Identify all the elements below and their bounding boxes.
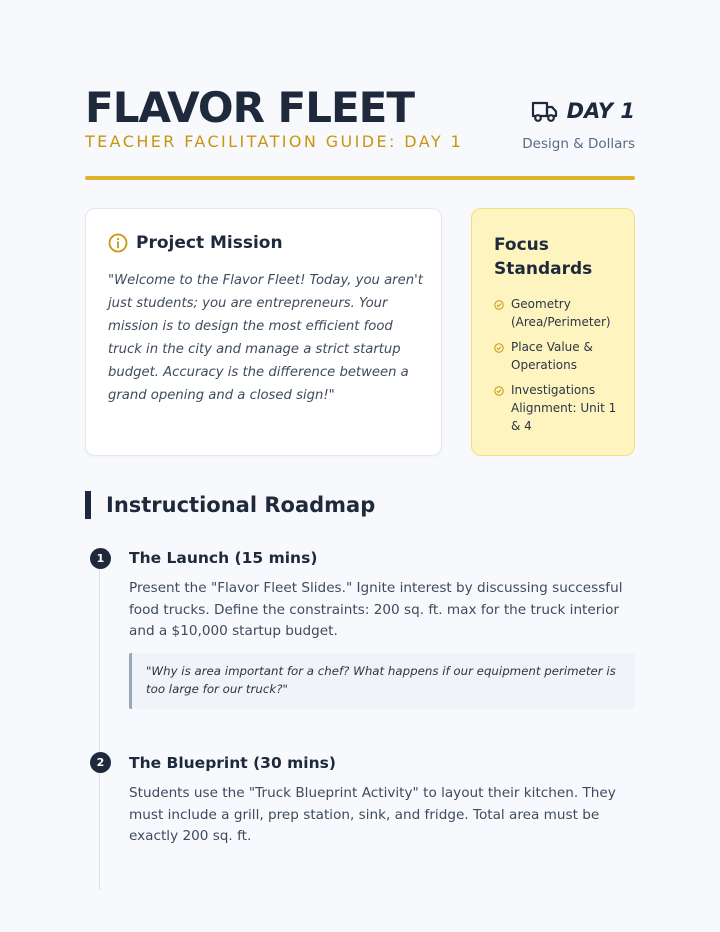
standards-title: Focus Standards bbox=[494, 235, 593, 279]
standards-list bbox=[494, 295, 626, 442]
timeline-line bbox=[99, 568, 100, 890]
mission-title: Project Mission bbox=[136, 233, 283, 253]
roadmap-title: Instructional Roadmap bbox=[106, 493, 376, 517]
check-circle-icon bbox=[494, 386, 504, 396]
project-mission-card bbox=[85, 208, 442, 456]
day-label: DAY 1 bbox=[566, 99, 635, 123]
step-body: Present the "Flavor Fleet Slides." Ignite interest by discussing successful food trucks. Define the constraints: 200 sq. ft. max for the truck interior and a $10,000 startup budget. bbox=[129, 580, 623, 639]
step-title: The Blueprint (30 mins) bbox=[129, 754, 336, 772]
check-circle-icon bbox=[494, 343, 504, 353]
header-divider bbox=[85, 176, 635, 180]
step-title: The Launch (15 mins) bbox=[129, 549, 318, 567]
info-icon bbox=[108, 233, 128, 253]
focus-standards-card bbox=[471, 208, 635, 456]
day-badge bbox=[531, 98, 635, 124]
truck-icon bbox=[531, 98, 559, 124]
brand-title: FLAVOR FLEET bbox=[85, 83, 415, 132]
mission-text: "Welcome to the Flavor Fleet! Today, you aren't just students; you are entrepreneurs. Your mission is to design the most efficient food truck in the city and manage a strict startup budget. Accuracy is the difference between a grand opening and a closed sign!" bbox=[108, 273, 423, 403]
roadmap-accent-bar bbox=[85, 491, 91, 519]
standard-item bbox=[494, 381, 626, 435]
facilitation-guide-page bbox=[85, 0, 635, 932]
guide-subtitle: TEACHER FACILITATION GUIDE: DAY 1 bbox=[85, 132, 464, 151]
step-body: Students use the "Truck Blueprint Activity" to layout their kitchen. They must include a grill, prep station, sink, and fridge. Total area must be exactly 200 sq. ft. bbox=[129, 785, 616, 844]
discussion-quote: "Why is area important for a chef? What happens if our equipment perimeter is too large for our truck?" bbox=[129, 653, 635, 709]
unit-label: Design & Dollars bbox=[522, 136, 635, 152]
mission-header bbox=[108, 233, 283, 253]
standard-text: Investigations Alignment: Unit 1 & 4 bbox=[511, 383, 617, 433]
check-circle-icon bbox=[494, 300, 504, 310]
step-number-badge: 2 bbox=[90, 752, 111, 773]
step-number-badge: 1 bbox=[90, 548, 111, 569]
standard-text: Geometry (Area/Perimeter) bbox=[511, 297, 611, 329]
standard-item bbox=[494, 295, 626, 331]
standard-item bbox=[494, 338, 626, 374]
standard-text: Place Value & Operations bbox=[511, 340, 593, 372]
